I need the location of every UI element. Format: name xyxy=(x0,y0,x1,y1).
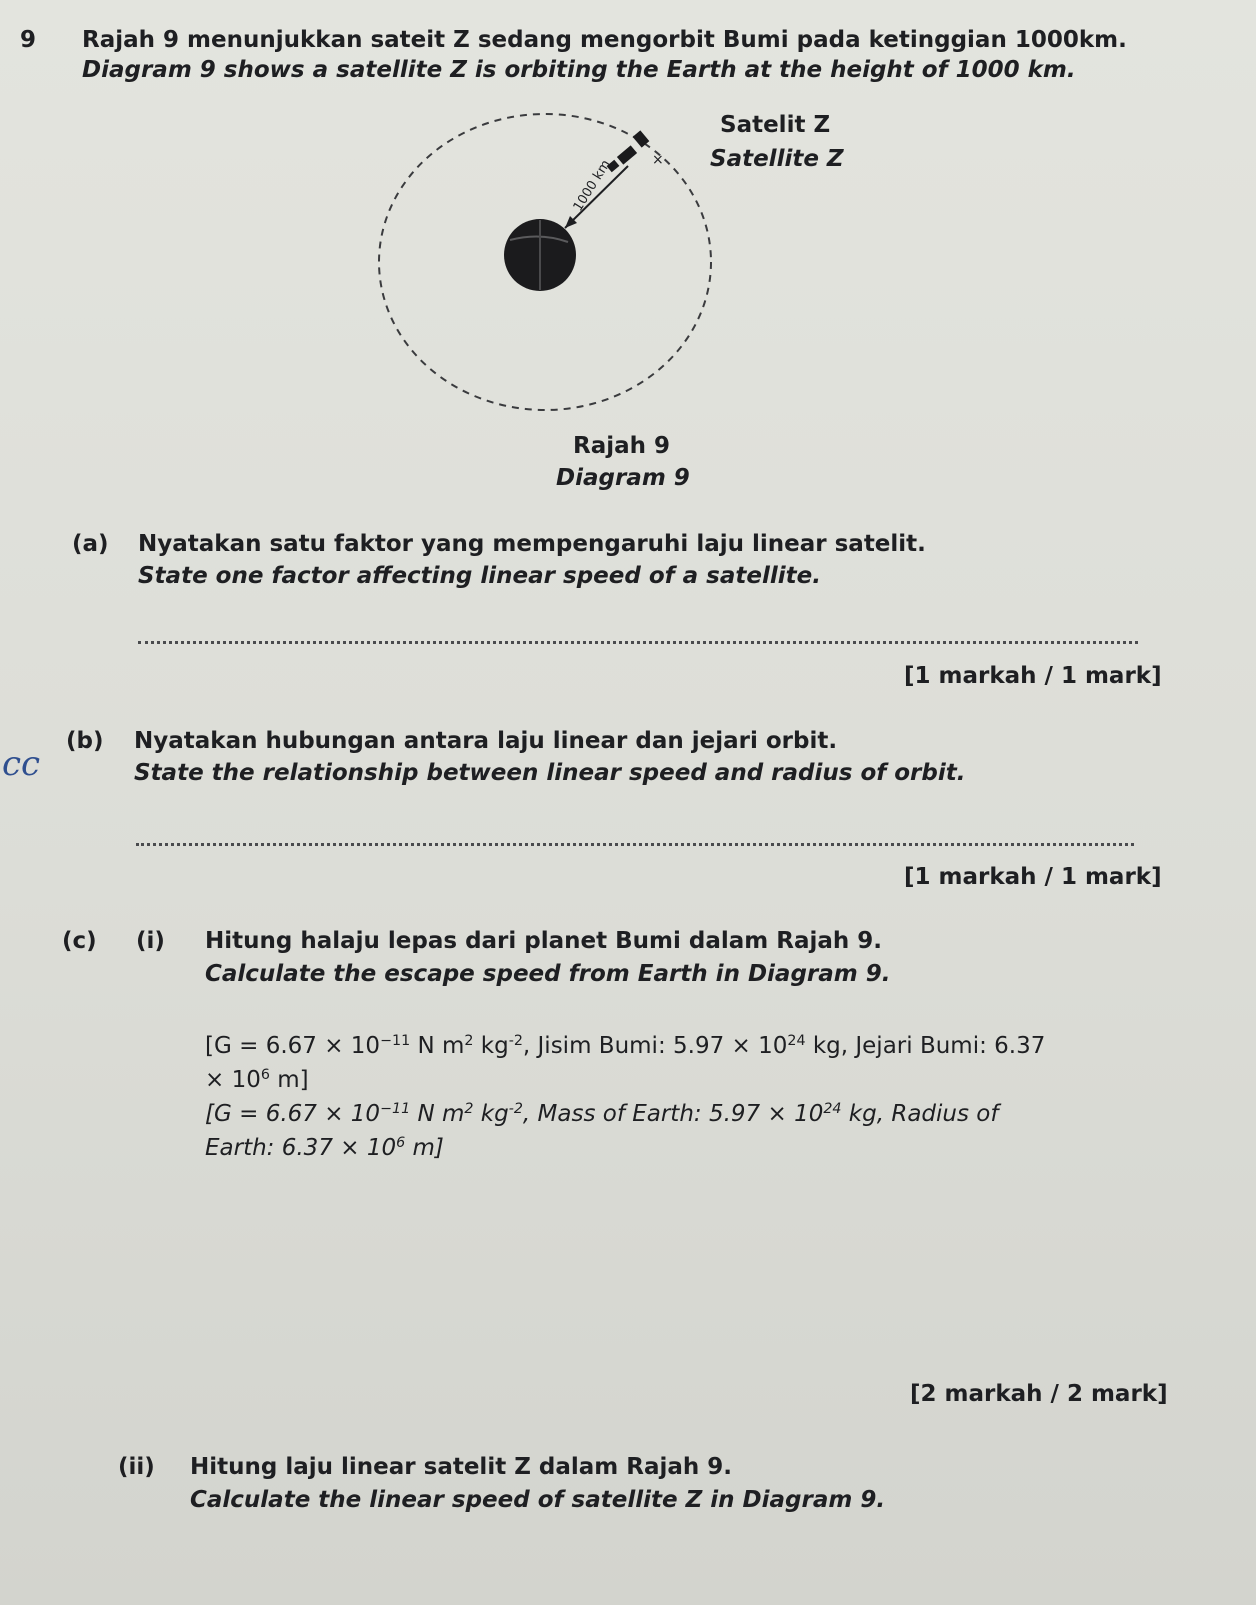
height-label: 1000 km xyxy=(570,157,614,215)
part-c-i-text-en: Calculate the escape speed from Earth in Diagram 9. xyxy=(205,961,891,987)
part-c-ii-text-ms: Hitung laju linear satelit Z dalam Rajah 9. xyxy=(190,1454,733,1480)
part-c-i-label: (i) xyxy=(136,928,165,954)
diagram-caption-ms: Rajah 9 xyxy=(573,433,671,459)
part-c-ii-label: (ii) xyxy=(118,1454,155,1480)
cross-mark-icon: × xyxy=(652,152,664,168)
earth-icon xyxy=(504,219,576,291)
part-c-ii-text-en: Calculate the linear speed of satellite Z in Diagram 9. xyxy=(190,1487,886,1513)
question-intro-ms: Rajah 9 menunjukkan sateit Z sedang mengorbit Bumi pada ketinggian 1000km. xyxy=(82,27,1127,53)
constants-en-line1: [$G = 6.67 \times 10^{-11}$ N $m^2$ $kg^{-2}$, Mass of Earth: $5.97 \times 10^{24}$ kg, Radius of xyxy=(205,1101,999,1127)
orbit-diagram xyxy=(370,100,730,430)
satellite-label-ms: Satelit Z xyxy=(720,112,831,138)
part-b-text-en: State the relationship between linear speed and radius of orbit. xyxy=(134,760,966,786)
part-c-label: (c) xyxy=(62,928,97,954)
handwritten-note: cc xyxy=(2,744,41,784)
constants-ms-line1: [$G = 6.67 \times 10^{-11}$ N $m^2$ $kg^{-2}$, Jisim Bumi: $5.97 \times 10^{24}$ kg, Jejari Bumi: 6.37 xyxy=(205,1033,1046,1059)
satellite-label-en: Satellite Z xyxy=(710,146,844,172)
diagram-caption-en: Diagram 9 xyxy=(556,465,690,491)
part-b-label: (b) xyxy=(66,728,104,754)
part-b-marks: [1 markah / 1 mark] xyxy=(904,864,1162,890)
part-b-text-ms: Nyatakan hubungan antara laju linear dan jejari orbit. xyxy=(134,728,838,754)
part-a-marks: [1 markah / 1 mark] xyxy=(904,663,1162,689)
part-c-i-text-ms: Hitung halaju lepas dari planet Bumi dalam Rajah 9. xyxy=(205,928,883,954)
part-a-label: (a) xyxy=(72,531,109,557)
part-a-text-ms: Nyatakan satu faktor yang mempengaruhi laju linear satelit. xyxy=(138,531,926,557)
part-a-text-en: State one factor affecting linear speed of a satellite. xyxy=(138,563,821,589)
question-number: 9 xyxy=(20,27,37,53)
constants-en-line2: Earth: $6.37 \times 10^6$ m] xyxy=(205,1135,444,1161)
part-c-i-marks: [2 markah / 2 mark] xyxy=(910,1381,1168,1407)
question-intro-en: Diagram 9 shows a satellite Z is orbiting the Earth at the height of 1000 km. xyxy=(82,57,1076,83)
constants-ms-line2: × $10^6$ m] xyxy=(205,1067,309,1093)
part-b-answer-line[interactable] xyxy=(136,843,1134,846)
part-a-answer-line[interactable] xyxy=(138,641,1138,644)
